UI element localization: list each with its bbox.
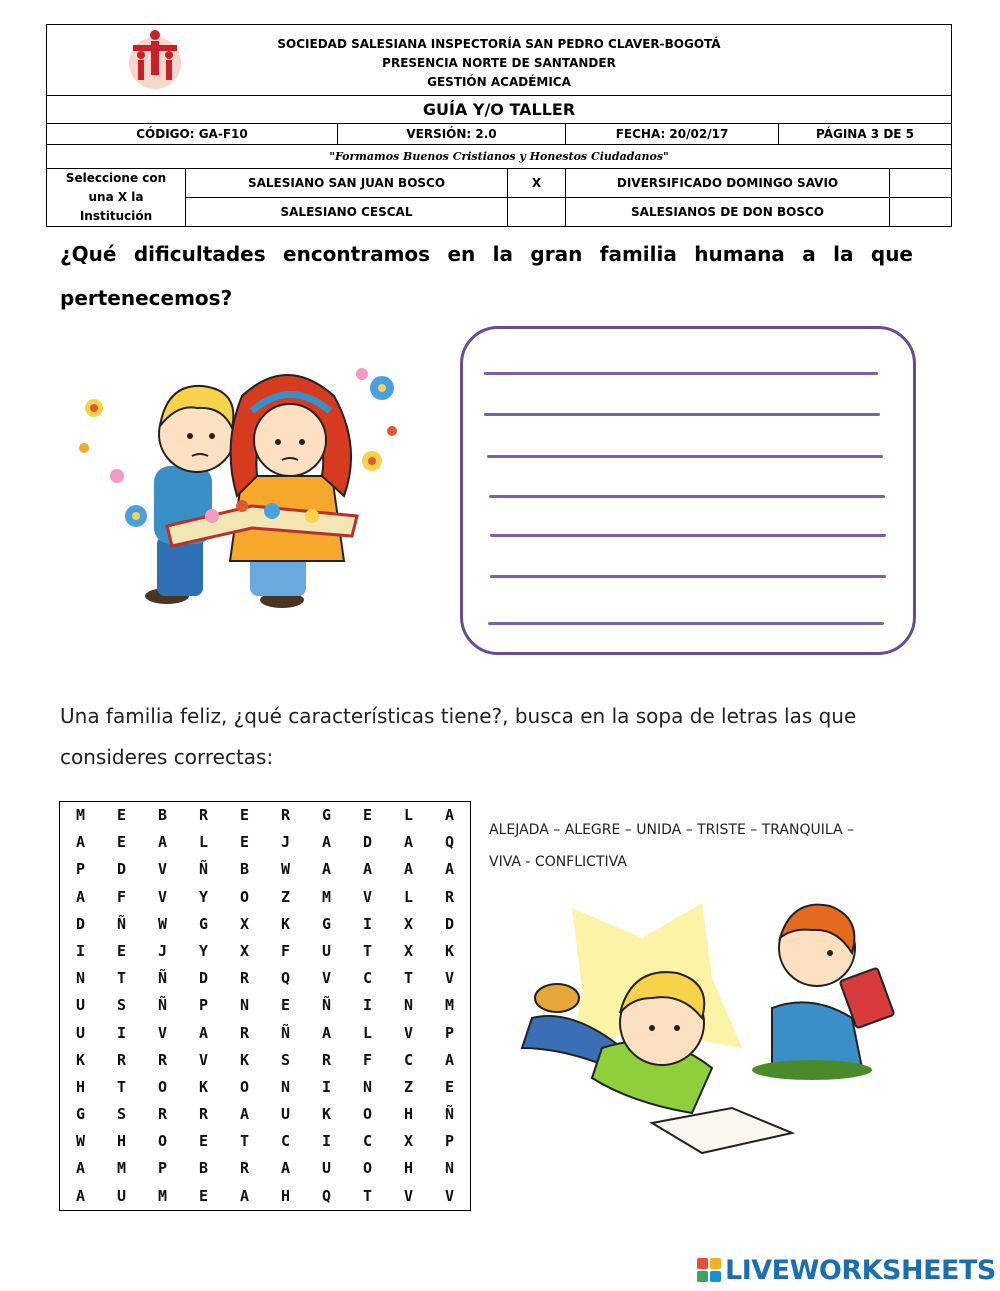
word-search-cell[interactable]: X (403, 941, 414, 960)
word-search-cell[interactable]: Z (403, 1077, 414, 1096)
word-search-cell[interactable]: B (239, 860, 250, 879)
word-search-cell[interactable]: Y (198, 887, 209, 906)
word-search-cell[interactable]: A (403, 833, 414, 852)
word-search-cell[interactable]: G (198, 914, 209, 933)
org-line-2: PRESENCIA NORTE DE SANTANDER (382, 55, 616, 70)
word-search-cell[interactable]: P (75, 860, 86, 879)
word-search-cell[interactable]: O (362, 1159, 373, 1178)
word-search-cell[interactable]: D (75, 914, 86, 933)
kids-lying-reading-illustration (512, 898, 907, 1168)
word-search-cell[interactable]: V (403, 1023, 414, 1042)
word-search-cell[interactable]: E (116, 941, 127, 960)
header-table (46, 24, 952, 227)
word-search-cell[interactable]: A (75, 887, 86, 906)
answer-line[interactable] (487, 455, 883, 458)
word-search-cell[interactable]: T (116, 969, 127, 988)
word-search-row (60, 884, 470, 911)
word-search-cell[interactable]: R (321, 1050, 332, 1069)
institution-1: SALESIANO SAN JUAN BOSCO (186, 169, 508, 198)
word-search-cell[interactable]: D (116, 860, 127, 879)
word-search-cell[interactable]: I (362, 996, 373, 1015)
word-search-cell[interactable]: P (444, 1132, 455, 1151)
word-search-cell[interactable]: C (403, 1050, 414, 1069)
word-search-cell[interactable]: V (321, 969, 332, 988)
word-search-cell[interactable]: P (198, 996, 209, 1015)
answer-line[interactable] (488, 622, 884, 625)
motto: "Formamos Buenos Cristianos y Honestos Ciudadanos" (47, 145, 952, 169)
word-search-cell[interactable]: B (198, 1159, 209, 1178)
doc-date: FECHA: 20/02/17 (566, 124, 779, 145)
word-search-cell[interactable]: I (362, 914, 373, 933)
word-search-cell[interactable]: E (239, 806, 250, 824)
word-search-cell[interactable]: V (198, 1050, 209, 1069)
word-search-cell[interactable]: S (116, 996, 127, 1015)
children-reading-illustration (72, 356, 417, 616)
salesian-logo-icon (125, 27, 187, 91)
word-search-cell[interactable]: R (116, 1050, 127, 1069)
org-line-1: SOCIEDAD SALESIANA INSPECTORÍA SAN PEDRO CLAVER-BOGOTÁ (277, 36, 721, 51)
word-list (489, 814, 909, 878)
word-search-cell[interactable]: K (75, 1050, 86, 1069)
word-search-cell[interactable]: N (444, 1159, 455, 1178)
word-search-cell[interactable]: E (280, 996, 291, 1015)
word-search-cell[interactable]: L (198, 833, 209, 852)
word-search-cell[interactable]: Ñ (198, 860, 209, 879)
word-search-cell[interactable]: E (116, 833, 127, 852)
word-search-cell[interactable]: A (444, 860, 455, 879)
word-search-cell[interactable]: Ñ (280, 1023, 291, 1042)
word-search-cell[interactable]: M (157, 1186, 168, 1205)
institution-3-mark[interactable] (508, 198, 566, 227)
word-search-cell[interactable]: X (239, 941, 250, 960)
word-search-cell[interactable]: K (239, 1050, 250, 1069)
word-search-cell[interactable]: T (116, 1077, 127, 1096)
word-search-cell[interactable]: C (362, 1132, 373, 1151)
word-search-cell[interactable]: V (403, 1186, 414, 1205)
word-search-cell[interactable]: A (403, 860, 414, 879)
question-1: ¿Qué dificultades encontramos en la gran familia humana a la que pertenecemos? (60, 242, 913, 310)
word-search-cell[interactable]: K (280, 914, 291, 933)
word-search-cell[interactable]: Y (198, 941, 209, 960)
word-search-cell[interactable]: F (280, 941, 291, 960)
word-search-cell[interactable]: F (116, 887, 127, 906)
word-search-cell[interactable]: A (321, 860, 332, 879)
word-search-cell[interactable]: I (321, 1132, 332, 1151)
word-search-cell[interactable]: A (75, 833, 86, 852)
word-search-row (60, 911, 470, 938)
word-search-cell[interactable]: Ñ (157, 996, 168, 1015)
word-search-cell[interactable]: J (280, 833, 291, 852)
word-search-cell[interactable]: C (280, 1132, 291, 1151)
word-search-cell[interactable]: X (403, 1132, 414, 1151)
word-search-row (60, 1183, 470, 1210)
word-search-cell[interactable]: W (75, 1132, 86, 1151)
word-search-cell[interactable]: A (75, 1186, 86, 1205)
word-search-cell[interactable]: E (444, 1077, 455, 1096)
word-search-cell[interactable]: A (198, 1023, 209, 1042)
word-search-cell[interactable]: X (239, 914, 250, 933)
word-search-cell[interactable]: R (198, 1105, 209, 1124)
org-line-3: GESTIÓN ACADÉMICA (427, 74, 571, 89)
word-search-cell[interactable]: A (321, 1023, 332, 1042)
word-search-cell[interactable]: U (321, 941, 332, 960)
word-search-row (60, 1155, 470, 1182)
word-search-row (60, 938, 470, 965)
word-search-cell[interactable]: O (239, 1077, 250, 1096)
word-search-cell[interactable]: M (75, 806, 86, 824)
word-search-cell[interactable]: G (75, 1105, 86, 1124)
word-search-cell[interactable]: O (157, 1077, 168, 1096)
word-search-cell[interactable]: A (239, 1105, 250, 1124)
word-search-cell[interactable]: G (321, 806, 332, 824)
word-search-cell[interactable]: R (198, 806, 209, 824)
institution-1-mark[interactable]: X (508, 169, 566, 198)
doc-page: PÁGINA 3 DE 5 (779, 124, 952, 145)
word-search-row (60, 1074, 470, 1101)
word-search-cell[interactable]: F (362, 1050, 373, 1069)
word-search-cell[interactable]: S (280, 1050, 291, 1069)
word-search-cell[interactable]: O (157, 1132, 168, 1151)
word-search-row (60, 965, 470, 992)
doc-version: VERSIÓN: 2.0 (338, 124, 566, 145)
word-search-cell[interactable]: Ñ (157, 969, 168, 988)
word-search-cell[interactable]: T (362, 1186, 373, 1205)
word-search-cell[interactable]: N (362, 1077, 373, 1096)
word-search-cell[interactable]: U (116, 1186, 127, 1205)
answer-line[interactable] (490, 575, 886, 578)
word-search-cell[interactable]: E (362, 806, 373, 824)
word-search-row (60, 856, 470, 883)
word-search-cell[interactable]: N (280, 1077, 291, 1096)
word-search-cell[interactable]: I (75, 941, 86, 960)
word-search-cell[interactable]: E (116, 806, 127, 824)
word-search-cell[interactable]: Q (280, 969, 291, 988)
word-search-cell[interactable]: S (116, 1105, 127, 1124)
word-search-cell[interactable]: H (75, 1077, 86, 1096)
institution-4-mark[interactable] (890, 198, 952, 227)
word-search-cell[interactable]: Q (321, 1186, 332, 1205)
word-search-cell[interactable]: I (321, 1077, 332, 1096)
word-search-cell[interactable]: I (116, 1023, 127, 1042)
word-list-line-2: VIVA - CONFLICTIVA (489, 854, 627, 870)
word-search-cell[interactable]: A (239, 1186, 250, 1205)
word-search-cell[interactable]: J (157, 941, 168, 960)
word-search-cell[interactable]: R (157, 1050, 168, 1069)
word-search-cell[interactable]: Ñ (321, 996, 332, 1015)
word-search-cell[interactable]: V (444, 969, 455, 988)
institution-3: SALESIANO CESCAL (186, 198, 508, 227)
word-search-cell[interactable]: H (116, 1132, 127, 1151)
word-search-cell[interactable]: D (362, 833, 373, 852)
word-search-cell[interactable]: X (403, 914, 414, 933)
word-search-cell[interactable]: O (239, 887, 250, 906)
word-search-cell[interactable]: R (157, 1105, 168, 1124)
select-institution-label: Seleccione con una X la Institución (47, 169, 186, 227)
word-search-cell[interactable]: K (444, 941, 455, 960)
word-search-cell[interactable]: R (239, 969, 250, 988)
doc-code: CÓDIGO: GA-F10 (47, 124, 338, 145)
word-search-cell[interactable]: U (280, 1105, 291, 1124)
word-search-cell[interactable]: W (157, 914, 168, 933)
word-search-cell[interactable]: V (444, 1186, 455, 1205)
word-search-grid[interactable] (59, 801, 471, 1211)
word-search-cell[interactable]: M (444, 996, 455, 1015)
org-header (47, 25, 952, 96)
word-list-line-1: ALEJADA – ALEGRE – UNIDA – TRISTE – TRANQUILA – (489, 822, 854, 838)
word-search-cell[interactable]: R (239, 1159, 250, 1178)
word-search-cell[interactable]: W (280, 860, 291, 879)
brand-text: LIVEWORKSHEETS (725, 1254, 996, 1286)
word-search-cell[interactable]: M (116, 1159, 127, 1178)
word-search-cell[interactable]: B (157, 806, 168, 824)
word-search-cell[interactable]: H (280, 1186, 291, 1205)
institution-2: DIVERSIFICADO DOMINGO SAVIO (566, 169, 890, 198)
word-search-cell[interactable]: D (198, 969, 209, 988)
word-search-cell[interactable]: O (362, 1105, 373, 1124)
answer-box[interactable] (460, 326, 916, 655)
word-search-cell[interactable]: V (362, 887, 373, 906)
word-search-cell[interactable]: A (444, 1050, 455, 1069)
word-search-cell[interactable]: A (444, 806, 455, 824)
word-search-row (60, 1101, 470, 1128)
word-search-row (60, 802, 470, 829)
word-search-cell[interactable]: T (362, 941, 373, 960)
word-search-cell[interactable]: Z (280, 887, 291, 906)
answer-line[interactable] (484, 413, 880, 416)
liveworksheets-logo-icon (697, 1258, 721, 1282)
word-search-row (60, 829, 470, 856)
institution-2-mark[interactable] (890, 169, 952, 198)
word-search-cell[interactable]: Ñ (444, 1105, 455, 1124)
word-search-cell[interactable]: G (321, 914, 332, 933)
word-search-cell[interactable]: C (362, 969, 373, 988)
word-search-cell[interactable]: V (157, 860, 168, 879)
doc-title: GUÍA Y/O TALLER (47, 96, 952, 124)
word-search-cell[interactable]: R (239, 1023, 250, 1042)
word-search-cell[interactable]: P (444, 1023, 455, 1042)
word-search-cell[interactable]: V (157, 887, 168, 906)
answer-line[interactable] (490, 534, 886, 537)
word-search-cell[interactable]: Q (444, 833, 455, 852)
word-search-cell[interactable]: N (403, 996, 414, 1015)
word-search-cell[interactable]: E (198, 1186, 209, 1205)
word-search-cell[interactable]: L (362, 1023, 373, 1042)
answer-line[interactable] (484, 372, 878, 375)
word-search-cell[interactable]: N (75, 969, 86, 988)
word-search-cell[interactable]: L (403, 806, 414, 824)
word-search-row (60, 1047, 470, 1074)
word-search-cell[interactable]: N (239, 996, 250, 1015)
word-search-cell[interactable]: A (280, 1159, 291, 1178)
word-search-cell[interactable]: V (157, 1023, 168, 1042)
answer-line[interactable] (489, 495, 885, 498)
word-search-cell[interactable]: M (321, 887, 332, 906)
word-search-cell[interactable]: U (321, 1159, 332, 1178)
word-search-cell[interactable]: K (321, 1105, 332, 1124)
word-search-row (60, 992, 470, 1019)
liveworksheets-brand (697, 1253, 996, 1287)
word-search-cell[interactable]: R (444, 887, 455, 906)
word-search-cell[interactable]: T (239, 1132, 250, 1151)
word-search-cell[interactable]: P (157, 1159, 168, 1178)
word-search-cell[interactable]: A (75, 1159, 86, 1178)
word-search-row (60, 1128, 470, 1155)
word-search-cell[interactable]: Ñ (116, 914, 127, 933)
institution-4: SALESIANOS DE DON BOSCO (566, 198, 890, 227)
word-search-cell[interactable]: H (403, 1105, 414, 1124)
word-search-cell[interactable]: K (198, 1077, 209, 1096)
word-search-cell[interactable]: L (403, 887, 414, 906)
word-search-cell[interactable]: D (444, 914, 455, 933)
word-search-cell[interactable]: T (403, 969, 414, 988)
word-search-cell[interactable]: H (403, 1159, 414, 1178)
word-search-cell[interactable]: A (157, 833, 168, 852)
word-search-cell[interactable]: U (75, 996, 86, 1015)
word-search-row (60, 1020, 470, 1047)
question-2: Una familia feliz, ¿qué características tiene?, busca en la sopa de letras las que consideres correctas: (60, 704, 857, 769)
word-search-cell[interactable]: R (280, 806, 291, 824)
word-search-cell[interactable]: E (239, 833, 250, 852)
word-search-cell[interactable]: U (75, 1023, 86, 1042)
word-search-cell[interactable]: A (321, 833, 332, 852)
word-search-cell[interactable]: E (198, 1132, 209, 1151)
word-search-cell[interactable]: A (362, 860, 373, 879)
